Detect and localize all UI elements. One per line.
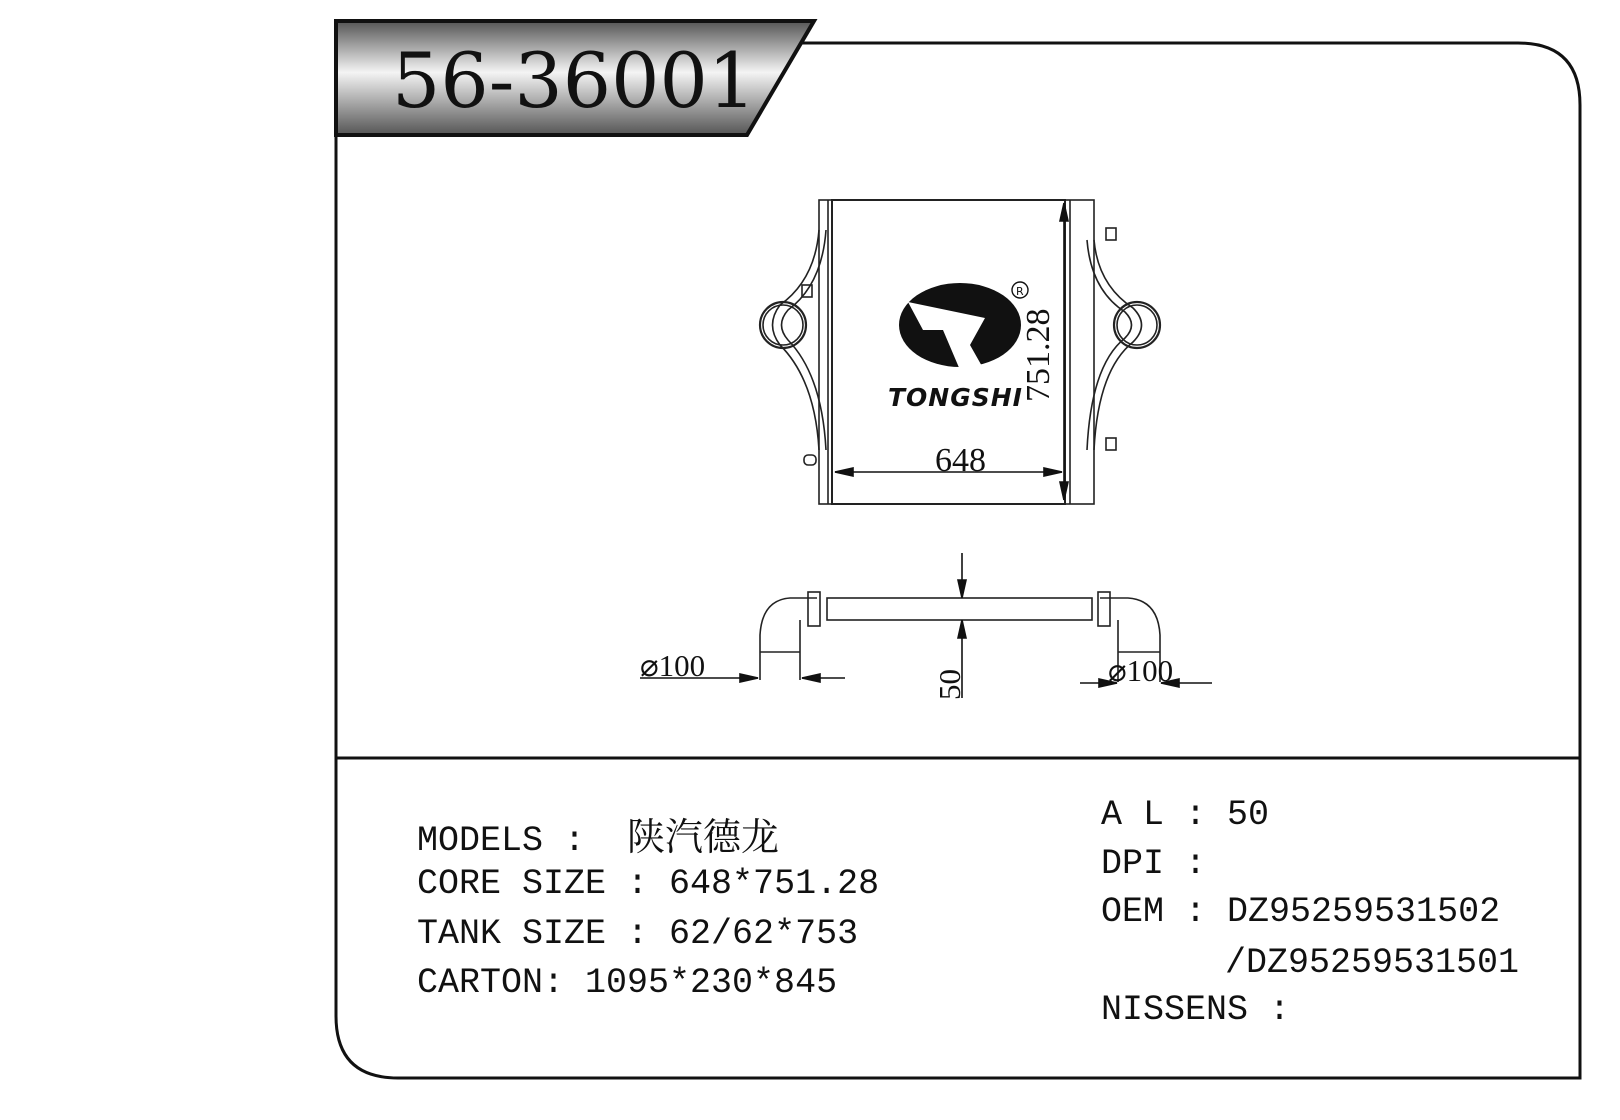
spec-carton: CARTON: 1095*230*845	[417, 963, 838, 1003]
outlet-diameter-label: ⌀100	[1108, 653, 1174, 688]
spec-dpi: DPI :	[1101, 844, 1228, 884]
spec-core-size: CORE SIZE : 648*751.28	[417, 864, 880, 904]
spec-oem-alt: /DZ95259531501	[1225, 943, 1520, 983]
spec-models: MODELS : 陕汽德龙	[417, 815, 780, 861]
brand-name: TONGSHI	[888, 383, 1023, 412]
part-number-title: 56-36001	[392, 36, 757, 125]
thickness-label: 50	[932, 669, 967, 700]
spec-al: A L : 50	[1101, 795, 1270, 835]
registered-mark: R	[1016, 285, 1024, 298]
spec-nissens: NISSENS :	[1101, 990, 1312, 1030]
inlet-diameter-label: ⌀100	[640, 648, 706, 683]
height-dimension-label: 751.28	[1020, 308, 1057, 402]
width-dimension-label: 648	[935, 442, 986, 479]
spec-tank-size: TANK SIZE : 62/62*753	[417, 914, 859, 954]
spec-oem: OEM : DZ95259531502	[1101, 892, 1501, 932]
tongshi-logo	[899, 282, 1028, 370]
